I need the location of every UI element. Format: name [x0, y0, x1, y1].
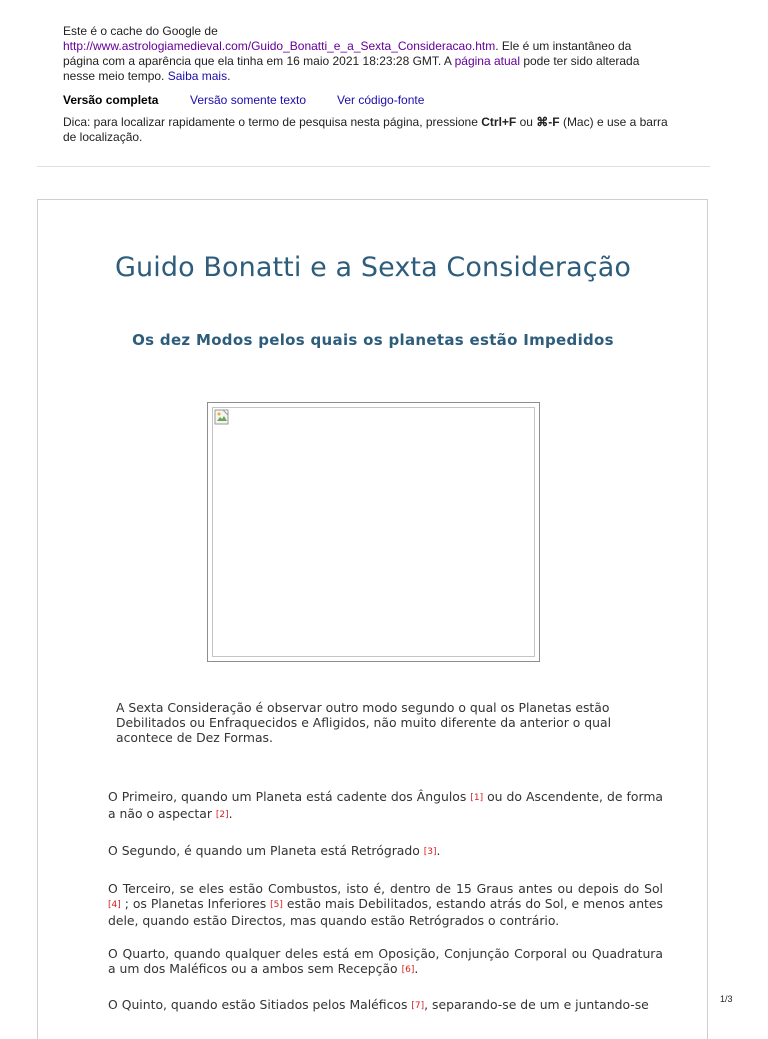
article-title: Guido Bonatti e a Sexta Consideração — [115, 252, 631, 283]
p5-text: O Quinto, quando estão Sitiados pelos Maléficos — [108, 997, 412, 1012]
paragraph-third — [108, 881, 663, 928]
broken-image-icon — [214, 409, 230, 425]
learn-more-link[interactable]: Saiba mais — [167, 69, 228, 83]
paragraph-second — [108, 843, 663, 860]
cache-end-text: . — [227, 69, 231, 83]
cached-url-link[interactable]: http://www.astrologiamedieval.com/Guido_Bonatti_e_a_Sexta_Consideracao.htm — [63, 39, 496, 53]
image-inner-border — [212, 407, 535, 657]
cmd-f-shortcut: ⌘-F — [536, 115, 560, 129]
current-page-link[interactable]: página atual — [454, 54, 520, 68]
paragraph-fifth — [108, 997, 663, 1014]
cache-changed-text: pode ter sido alterada nesse meio tempo. — [63, 54, 640, 83]
cache-intro-text: Este é o cache do Google de — [63, 24, 218, 38]
p2-text: O Segundo, é quando um Planeta está Retrógrado — [108, 843, 424, 858]
cache-snapshot-text: . Ele é um instantâneo da página com a aparência que ela tinha em 16 maio 2021 18:23:28 GMT. A — [63, 39, 632, 68]
full-version-label: Versão completa — [63, 93, 159, 107]
header-divider — [37, 166, 710, 167]
paragraph-fourth — [108, 946, 663, 978]
page-number: 1/3 — [720, 994, 733, 1004]
p3-text-2: ; os Planetas Inferiores — [120, 896, 271, 911]
p3-text-3: estão mais Debilitados, estando atrás do Sol, e menos antes dele, quando estão Directos, mas quando estão Retrógrados o contrário. — [108, 896, 663, 928]
view-source-link[interactable]: Ver código-fonte — [337, 93, 425, 107]
cache-notice — [63, 24, 668, 84]
p2-end: . — [436, 843, 441, 858]
footnote-ref-6[interactable]: [6] — [401, 965, 415, 975]
tip-text-1: Dica: para localizar rapidamente o termo de pesquisa nesta página, pressione — [63, 115, 482, 129]
intro-paragraph: A Sexta Consideração é observar outro modo segundo o qual os Planetas estão Debilitados ou Enfraquecidos e Afligidos, não muito diferente da anterior o qual acontece de Dez Formas. — [116, 700, 612, 745]
ctrl-f-shortcut: Ctrl+F — [481, 115, 517, 129]
text-only-link[interactable]: Versão somente texto — [190, 93, 307, 107]
p1-text-2: ou do Ascendente, de forma a não o aspectar — [108, 789, 663, 821]
article-subtitle: Os dez Modos pelos quais os planetas estão Impedidos — [132, 331, 614, 349]
p5-text-2: , separando-se de um e juntando-se — [424, 997, 649, 1012]
p4-text: O Quarto, quando qualquer deles está em Oposição, Conjunção Corporal ou Quadratura a um dos Maléficos ou a ambos sem Recepção — [108, 946, 663, 976]
tip-text-2: ou — [516, 115, 537, 129]
p1-text: O Primeiro, quando um Planeta está cadente dos Ângulos — [108, 789, 471, 804]
footnote-ref-7[interactable]: [7] — [411, 1001, 425, 1011]
p3-text: O Terceiro, se eles estão Combustos, isto é, dentro de 15 Graus antes ou depois do Sol — [108, 881, 663, 896]
footnote-ref-4[interactable]: [4] — [108, 900, 121, 910]
footnote-ref-3[interactable]: [3] — [423, 847, 437, 857]
p4-end: . — [414, 961, 419, 976]
tip-text-3: (Mac) e use a barra de localização. — [63, 115, 668, 144]
footnote-ref-1[interactable]: [1] — [470, 793, 484, 803]
footnote-ref-5[interactable]: [5] — [270, 900, 283, 910]
footnote-ref-2[interactable]: [2] — [215, 810, 229, 820]
paragraph-first — [108, 789, 663, 823]
article-image — [207, 402, 540, 662]
search-tip — [63, 115, 673, 145]
p1-end: . — [228, 806, 233, 821]
